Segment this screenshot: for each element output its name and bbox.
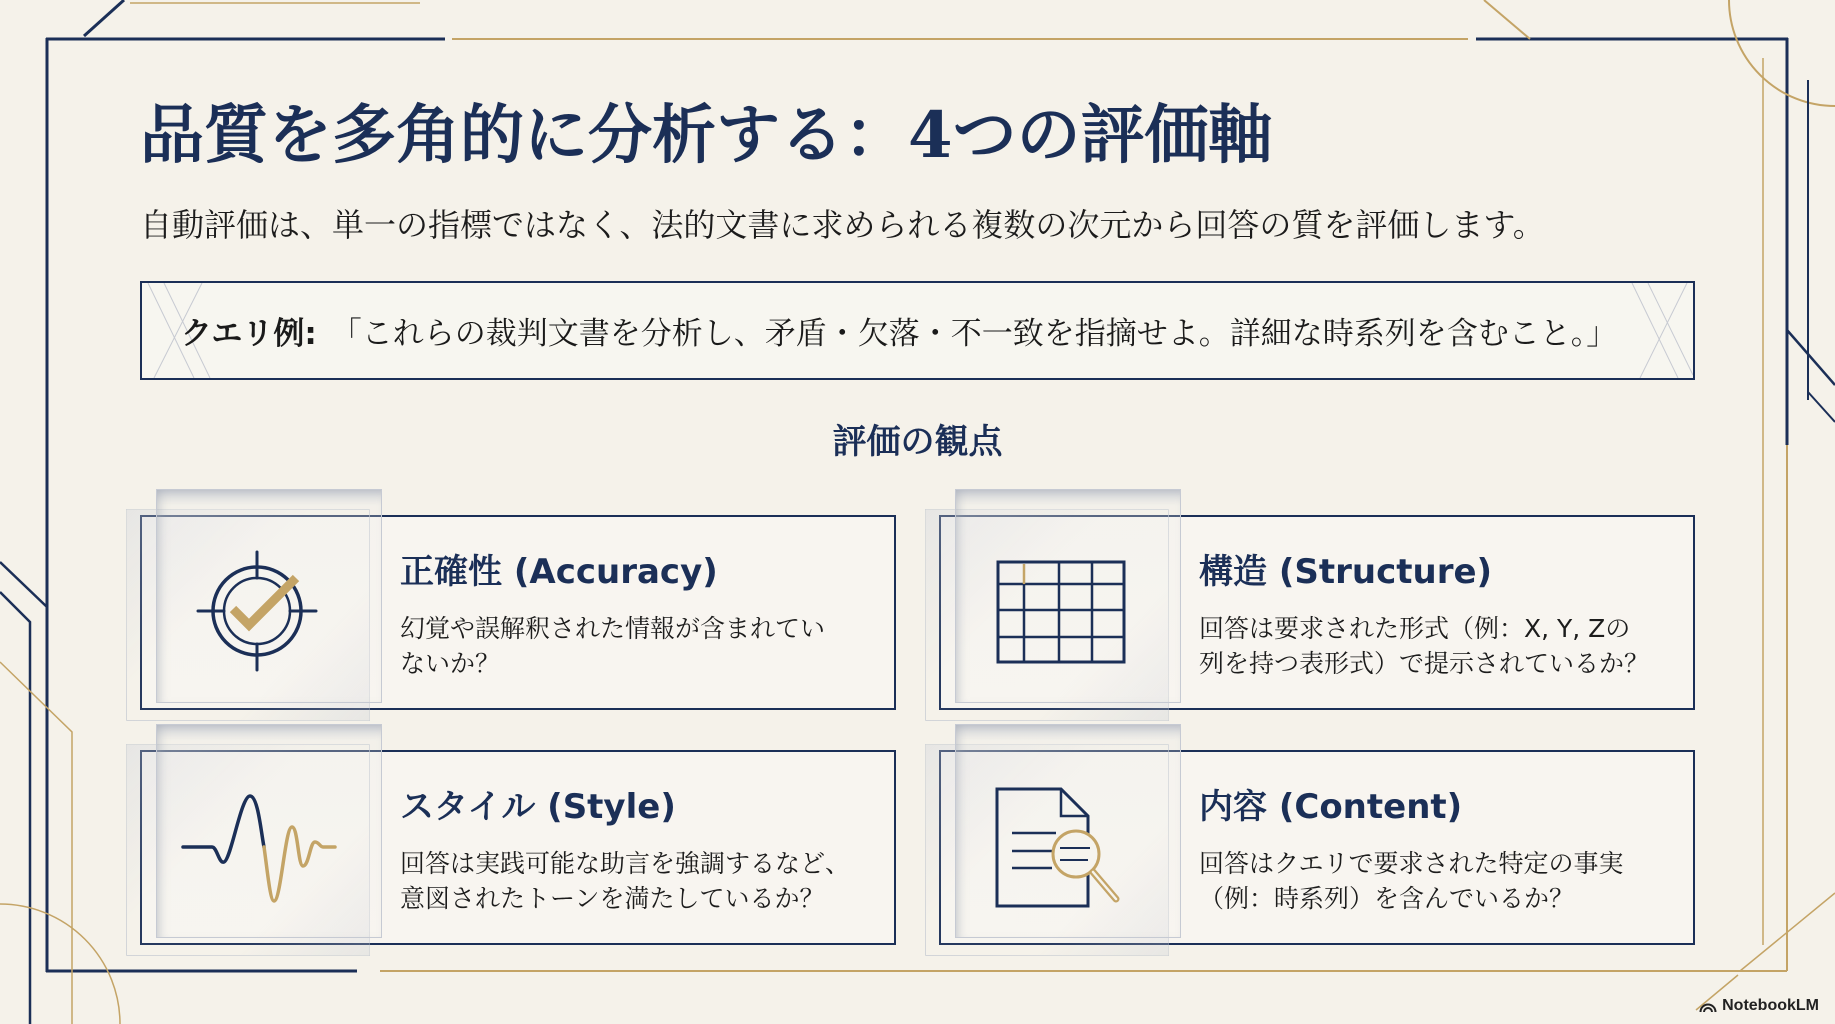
criterion-description <box>1199 846 1624 916</box>
branding-logo <box>1699 997 1819 1015</box>
corner-ornament-top-left <box>84 0 420 36</box>
section-heading: 評価の観点 <box>832 422 1003 462</box>
waveform-icon <box>179 782 339 912</box>
ornament-line <box>1808 392 1835 422</box>
criterion-card-content <box>939 750 1695 945</box>
criterion-description <box>400 846 850 916</box>
criterion-description-line: ないか？ <box>400 649 501 678</box>
ornament-line <box>1484 0 1530 39</box>
ornament-line <box>0 562 47 607</box>
criterion-card-style <box>140 750 896 945</box>
ornament-line <box>0 592 30 1024</box>
ornament-line <box>0 662 72 1024</box>
criterion-description-line: 意図されたトーンを満たしているか？ <box>400 884 825 913</box>
criterion-description-line: 回答は実践可能な助言を強調するなど、 <box>400 849 851 878</box>
criterion-card-accuracy <box>140 515 896 710</box>
ornament-line <box>1787 330 1835 385</box>
criterion-title: 正確性 (Accuracy) <box>400 552 718 592</box>
criterion-title: スタイル (Style) <box>400 787 676 827</box>
criterion-title: 構造 (Structure) <box>1199 552 1493 592</box>
ornament-line <box>1640 283 1687 378</box>
corner-ornament-bottom-right <box>1696 893 1835 1010</box>
criterion-card-structure <box>939 515 1695 710</box>
criterion-description-line: 回答はクエリで要求された特定の事実 <box>1199 849 1624 878</box>
criterion-description-line: （例：時系列）を含んでいるか？ <box>1199 884 1575 913</box>
criterion-description <box>1199 611 1649 681</box>
document-search-icon <box>990 782 1120 912</box>
criterion-description-line: 幻覚や誤解釈された情報が含まれてい <box>400 614 826 643</box>
ornament-line <box>1740 893 1835 971</box>
example-query-text: 「これらの裁判文書を分析し、矛盾・欠落・不一致を指摘せよ。詳細な時系列を含むこと。」 <box>330 316 1618 352</box>
branding-logo-text: NotebookLM <box>1722 997 1819 1014</box>
criterion-title: 内容 (Content) <box>1199 787 1463 827</box>
page-subtitle: 自動評価は、単一の指標ではなく、法的文書に求められる複数の次元から回答の質を評価します。 <box>140 206 1545 244</box>
table-grid-icon <box>996 548 1126 678</box>
example-query <box>181 283 1617 378</box>
page-title: 品質を多角的に分析する：4つの評価軸 <box>140 98 1273 173</box>
example-query-label: クエリ例: <box>181 316 317 352</box>
criterion-description-line: 列を持つ表形式）で提示されているか？ <box>1199 649 1650 678</box>
ornament-arc <box>0 904 120 1024</box>
ornament-arc <box>1729 0 1835 106</box>
criterion-description-line: 回答は要求された形式（例：X, Y, Zの <box>1199 614 1631 643</box>
example-query-box <box>140 281 1695 380</box>
corner-ornament-bottom-left <box>0 562 120 1024</box>
target-check-icon <box>192 546 322 676</box>
notebooklm-logo-icon <box>1699 1000 1717 1013</box>
criterion-description <box>400 611 825 681</box>
ornament-line <box>84 0 124 36</box>
